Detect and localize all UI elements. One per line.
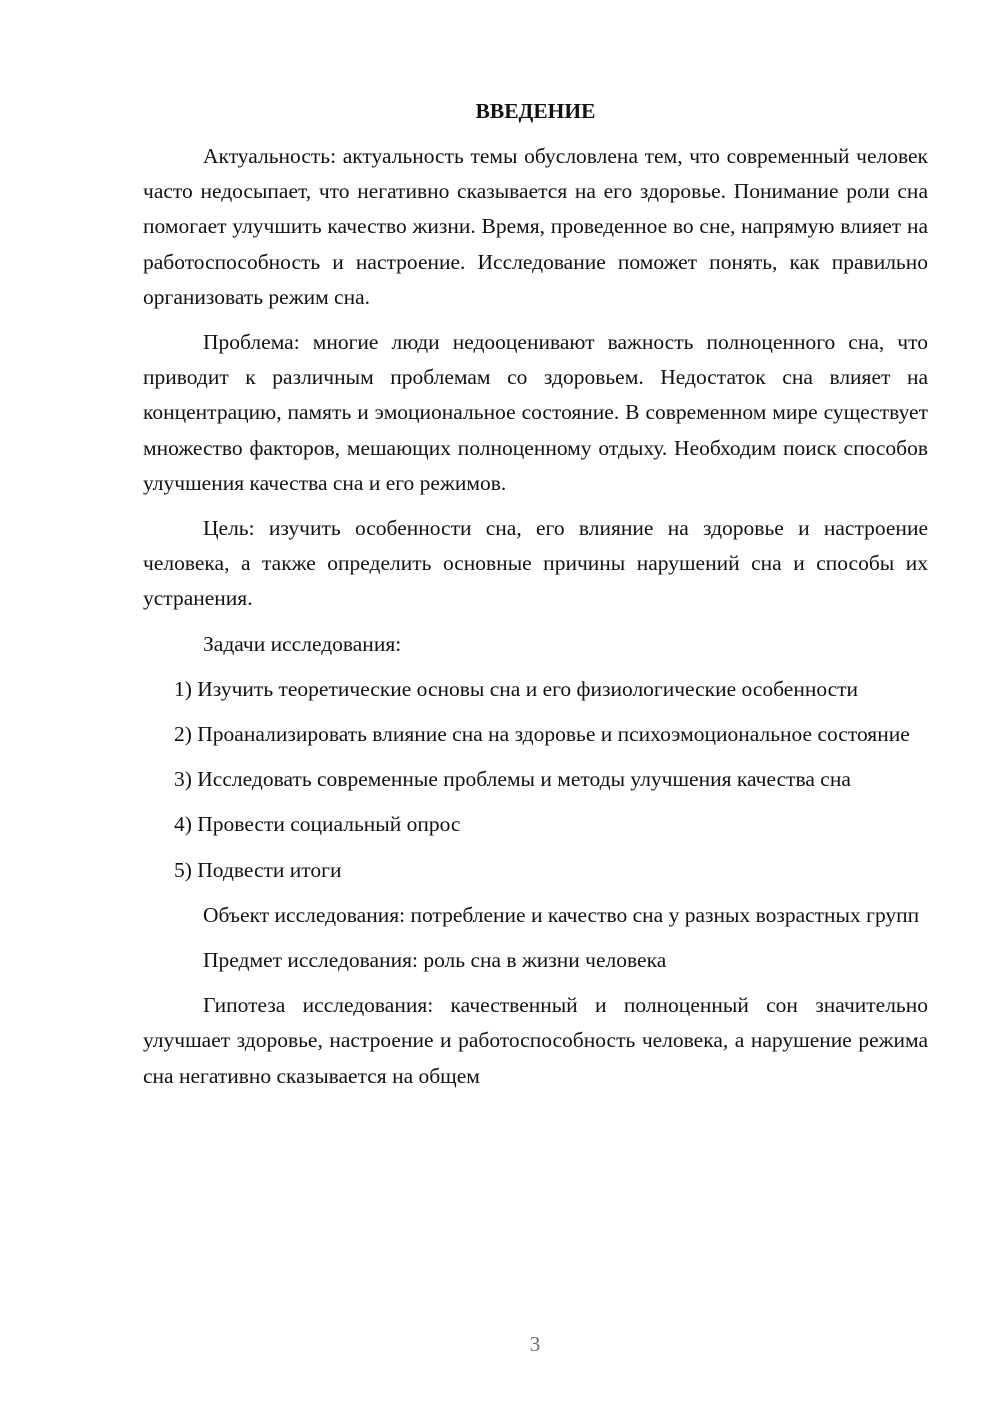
list-item: 2) Проанализировать влияние сна на здоровье и психоэмоциональное состояние xyxy=(174,722,910,747)
page-number: 3 xyxy=(529,1332,541,1356)
paragraph-tasks-heading: Задачи исследования: xyxy=(203,631,402,656)
paragraph-subject: Предмет исследования: роль сна в жизни человека xyxy=(203,948,667,973)
paragraph-hypothesis: Гипотеза исследования: качественный и полноценный сон значительно улучшает здоровье, настроение и работоспособность человека, а нарушение режима сна негативно сказывается на общем xyxy=(143,993,928,1088)
list-item: 1) Изучить теоретические основы сна и его физиологические особенности xyxy=(174,676,859,701)
list-item: 4) Провести социальный опрос xyxy=(174,812,461,837)
paragraph-problem: Проблема: многие люди недооценивают важность полноценного сна, что приводит к различным проблемам со здоровьем. Недостаток сна влияет на концентрацию, память и эмоциональное состояние. В современном мире существует множество факторов, мешающих полноценному отдыху. Необходим поиск способов улучшения качества сна и его режимов. xyxy=(143,330,928,495)
list-item: 5) Подвести итоги xyxy=(174,857,342,882)
task-list xyxy=(143,672,928,888)
list-item: 3) Исследовать современные проблемы и методы улучшения качества сна xyxy=(174,767,851,792)
paragraph-object: Объект исследования: потребление и качество сна у разных возрастных групп xyxy=(203,902,920,927)
page-title: ВВЕДЕНИЕ xyxy=(475,99,596,123)
paragraph-relevance: Актуальность: актуальность темы обусловлена тем, что современный человек часто недосыпает, что негативно сказывается на его здоровье. Понимание роли сна помогает улучшить качество жизни. Время, проведенное во сне, напрямую влияет на работоспособность и настроение. Исследование поможет понять, как правильно организовать режим сна. xyxy=(143,144,928,309)
paragraph-goal: Цель: изучить особенности сна, его влияние на здоровье и настроение человека, а также определить основные причины нарушений сна и способы их устранения. xyxy=(143,516,928,611)
document-page xyxy=(143,94,928,1104)
